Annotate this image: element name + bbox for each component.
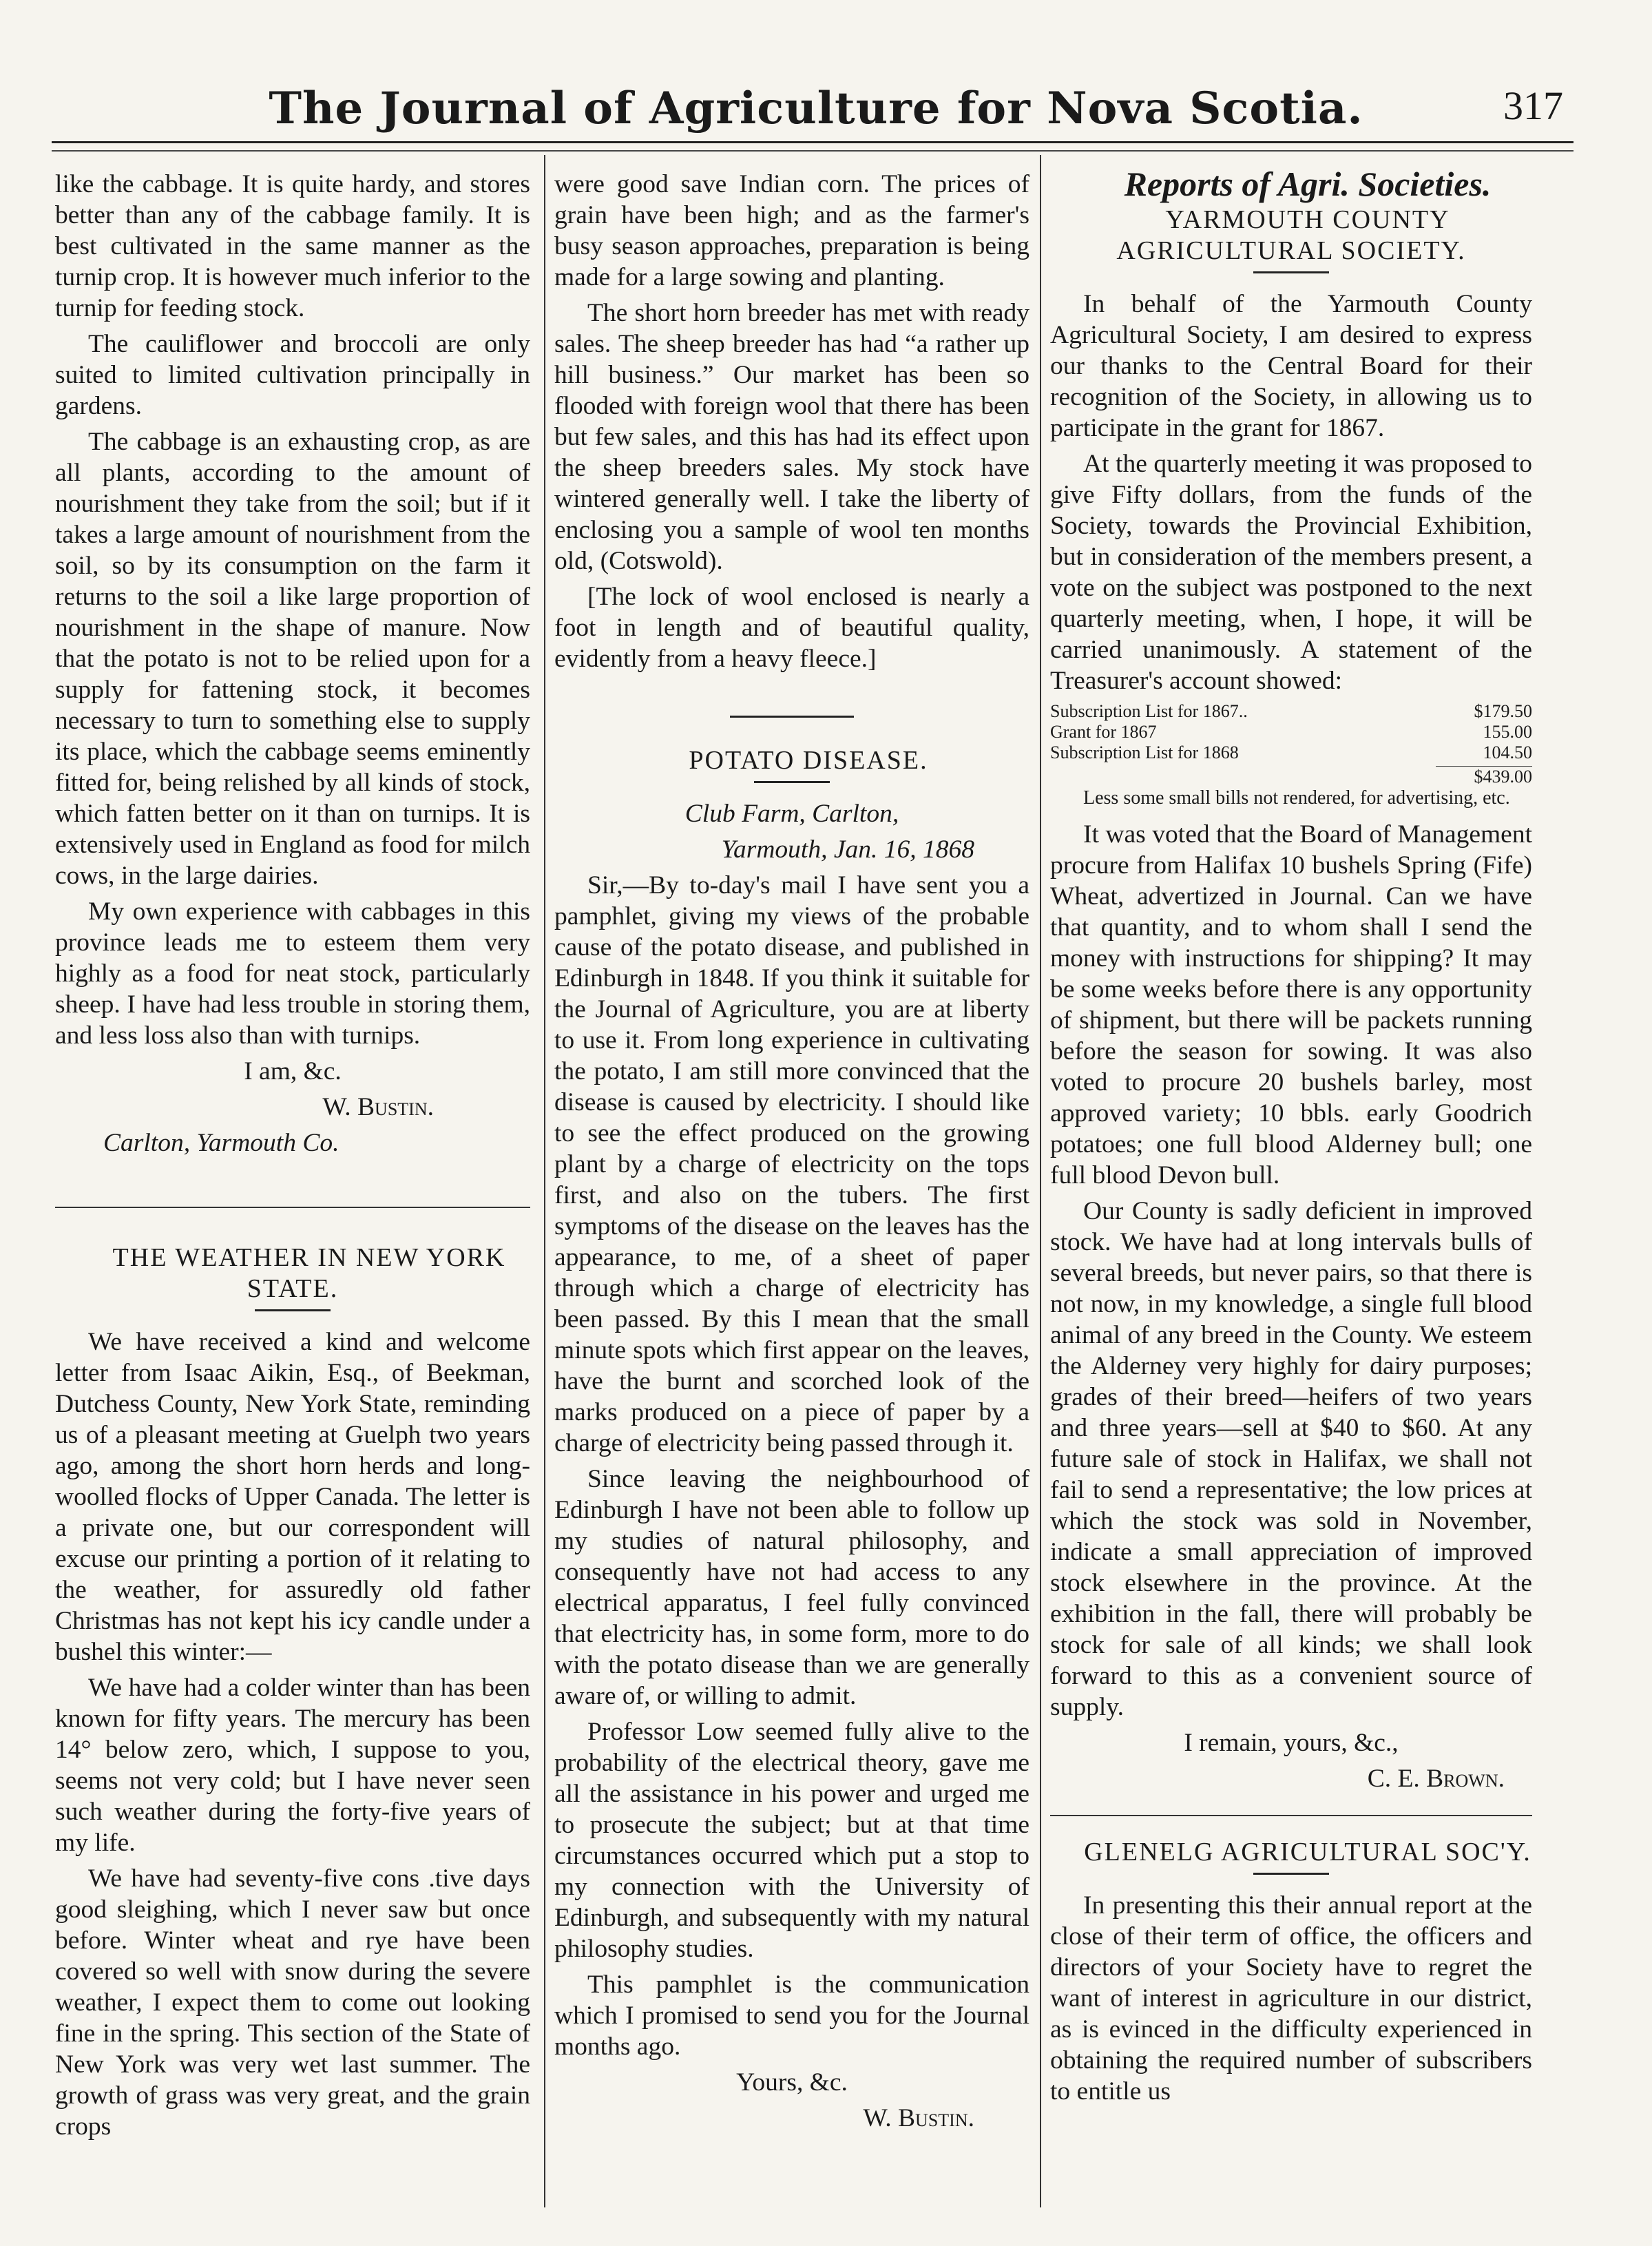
article-heading: POTATO DISEASE. [689,746,928,775]
account-amount: 155.00 [1483,722,1532,742]
account-row [1050,701,1532,722]
signature-place: Carlton, Yarmouth Co. [103,1129,339,1157]
heading-dash [754,781,830,783]
signature-closing: I am, &c. [244,1057,342,1085]
account-note: Less some small bills not rendered, for advertising, etc. [1083,787,1510,809]
paragraph: Sir,—By to-day's mail I have sent you a pamphlet, giving my views of the probable cause of the potato disease, and published in Edinburgh in 1848. If you think it suitable for the Journal of Agriculture, you are at liberty to use it. From long experience in cultivating the potato, I am still more convinced that the disease is caused by electricity. I should like to see the effect produced on the growing plant by a charge of electricity on the tops first, and also on the tubers. The first symptoms of the disease on the leaves has the appearance, to me, of a sheet of paper through which a charge of electricity has been passed. By this I mean that the small minute spots which first appear on the leaves, have the burnt and scorched look of the marks produced on a piece of paper by a charge of electricity being passed through it. [554,871,1029,1457]
article-heading: THE WEATHER IN NEW YORK STATE. [112,1243,506,1303]
column-2 [554,169,1029,2139]
column-divider-1 [544,155,545,2207]
heading-dash [1253,271,1329,273]
signature-closing: I remain, yours, &c., [1184,1729,1399,1757]
paragraph: This pamphlet is the communication which I promised to send you for the Journal months ago. [554,1971,1029,2061]
section-rule [730,716,854,718]
signature-name: W. Bustin. [322,1093,434,1121]
paragraph: like the cabbage. It is quite hardy, and stores better than any of the cabbage family. It is best cultivated in the same manner as the turnip crop. It is however much inferior to the turnip for feeding stock. [55,170,530,322]
column-3 [1050,165,1532,2112]
paragraph: At the quarterly meeting it was proposed to give Fifty dollars, from the funds of the Society, towards the Provincial Exhibition, but in consideration of the members present, a vote on the subject was postponed to the next quarterly meeting, when, I hope, it will be carried unanimously. A statement of the Treasurer's account showed: [1050,450,1532,695]
paragraph: Since leaving the neighbourhood of Edinburgh I have not been able to follow up my studies of natural philosophy, and consequently have not had access to any electrical apparatus, I feel fully convinced that electricity has, in some form, more to do with the potato disease than we are generally aware of, or willing to admit. [554,1465,1029,1710]
signature-closing: Yours, &c. [736,2068,848,2097]
editor-note: [The lock of wool enclosed is nearly a foot in length and of beautiful quality, evidently from a heavy fleece.] [554,583,1029,673]
account-amount: $179.50 [1474,701,1532,721]
treasurer-account [1050,701,1532,787]
paragraph: In presenting this their annual report at the close of their term of office, the officers and directors of your Society have to regret the want of interest in agriculture in our district, as is evinced in the difficulty experienced in obtaining the required number of subscribers to entitle us [1050,1891,1532,2105]
account-label: Subscription List for 1868 [1050,742,1239,762]
paragraph: We have received a kind and welcome letter from Isaac Aikin, Esq., of Beekman, Dutchess County, New York State, reminding us of a pleasant meeting at Guelph two years ago, among the short horn herds and long-woolled flocks of Upper Canada. The letter is a private one, but our correspondent will excuse our printing a portion of it relating to the weather, for assuredly old father Christmas has not kept his icy candle under a bushel this winter:— [55,1328,530,1666]
signature-name: C. E. Brown. [1367,1765,1505,1793]
section-rule [55,1207,530,1208]
page-number: 317 [1503,83,1563,128]
paragraph: In behalf of the Yarmouth County Agricultural Society, I am desired to express our thanks to the Central Board for their recognition of the Society, in allowing us to participate in the grant for 1867. [1050,290,1532,442]
column-1 [55,169,530,2147]
paragraph: The short horn breeder has met with ready sales. The sheep breeder has had “a rather up hill business.” Our market has been so flooded with foreign wool that there has been but few sales, and this has had its effect upon the sheep breeders sales. My stock have wintered generally well. I take the liberty of enclosing you a sample of wool ten months old, (Cotswold). [554,299,1029,575]
paragraph: The cauliflower and broccoli are only suited to limited cultivation principally in gardens. [55,330,530,420]
paragraph: It was voted that the Board of Management procure from Halifax 10 bushels Spring (Fife) Wheat, advertized in Journal. Can we have that quantity, and to whom shall I send the money with instructions for shipping? It may be some weeks before there is any opportunity of shipment, but there will be packets running before the season for sowing. It was also voted to procure 20 bushels barley, most approved variety; 10 bbls. early Goodrich potatoes; one full blood Alderney bull; one full blood Devon bull. [1050,820,1532,1189]
section-heading: Reports of Agri. Societies. [1124,165,1492,203]
account-row [1050,742,1532,763]
paragraph: We have had a colder winter than has been known for fifty years. The mercury has been 14° below zero, which, I suppose to you, seems not very cold; but I have never seen such weather during the forty-five years of my life. [55,1674,530,1857]
paragraph: We have had seventy-five cons .tive days good sleighing, which I never saw but once before. Winter wheat and rye have been covered so well with snow during the severe weather, I expect them to come out looking fine in the spring. This section of the State of New York was very wet last summer. The growth of grass was very great, and the grain crops [55,1864,530,2141]
running-header [55,83,1577,138]
account-total: $439.00 [1436,766,1532,787]
paragraph: Professor Low seemed fully alive to the probability of the electrical theory, gave me all the assistance in his power and urged me to prosecute the subject; but at that time circumstances occurred which put a stop to my connection with the University of Edinburgh, and subsequently with my natural philosophy studies. [554,1718,1029,1963]
account-label: Grant for 1867 [1050,722,1157,742]
paragraph: The cabbage is an exhausting crop, as are all plants, according to the amount of nourishment they take from the soil; but if it takes a large amount of nourishment from the soil, so by its consumption on the farm it returns to the soil a like large proportion of nourishment in the shape of manure. Now that the potato is not to be relied upon for a supply for fattening stock, it becomes necessary to turn to something else to supply its place, which the cabbage seems eminently fitted for, being relished by all kinds of stock, which fatten better on it than on turnips. It is extensively used in England as food for milch cows, in the large dairies. [55,428,530,890]
heading-dash [1253,1873,1329,1875]
section-rule [1050,1815,1532,1816]
account-amount: 104.50 [1483,742,1532,762]
header-rule [52,141,1573,143]
article-heading: YARMOUTH COUNTY AGRICULTURAL SOCIETY. [1116,205,1466,265]
column-divider-2 [1040,155,1041,2207]
header-rule-secondary [52,150,1573,152]
journal-title: The Journal of Agriculture for Nova Scotia. [269,83,1363,134]
paragraph: were good save Indian corn. The prices of grain have been high; and as the farmer's busy season approaches, preparation is being made for a large sowing and planting. [554,170,1029,291]
paragraph: Our County is sadly deficient in improved stock. We have had at long intervals bulls of several breeds, but never pairs, so that there is not now, in my knowledge, a single full blood animal of any breed in the County. We esteem the Alderney very highly for dairy purposes; grades of their breed—heifers of two years and three years—sell at $40 to $60. At any future sale of stock in Halifax, we shall not fail to send a representative; the low prices at which the stock was sold in November, indicate a small appreciation of improved stock elsewhere in the province. At the exhibition in the fall, there will probably be stock for sale of all kinds; we shall look forward to this as a convenient source of supply. [1050,1197,1532,1721]
dateline: Yarmouth, Jan. 16, 1868 [721,835,974,864]
signature-name: W. Bustin. [863,2104,974,2132]
dateline: Club Farm, Carlton, [684,800,899,828]
paragraph: My own experience with cabbages in this province leads me to esteem them very highly as a food for neat stock, particularly sheep. I have had less trouble in storing them, and less loss also than with turnips. [55,897,530,1050]
account-row [1050,722,1532,742]
account-label: Subscription List for 1867.. [1050,701,1248,721]
article-heading: GLENELG AGRICULTURAL SOC'Y. [1084,1838,1531,1867]
heading-dash [255,1309,331,1311]
